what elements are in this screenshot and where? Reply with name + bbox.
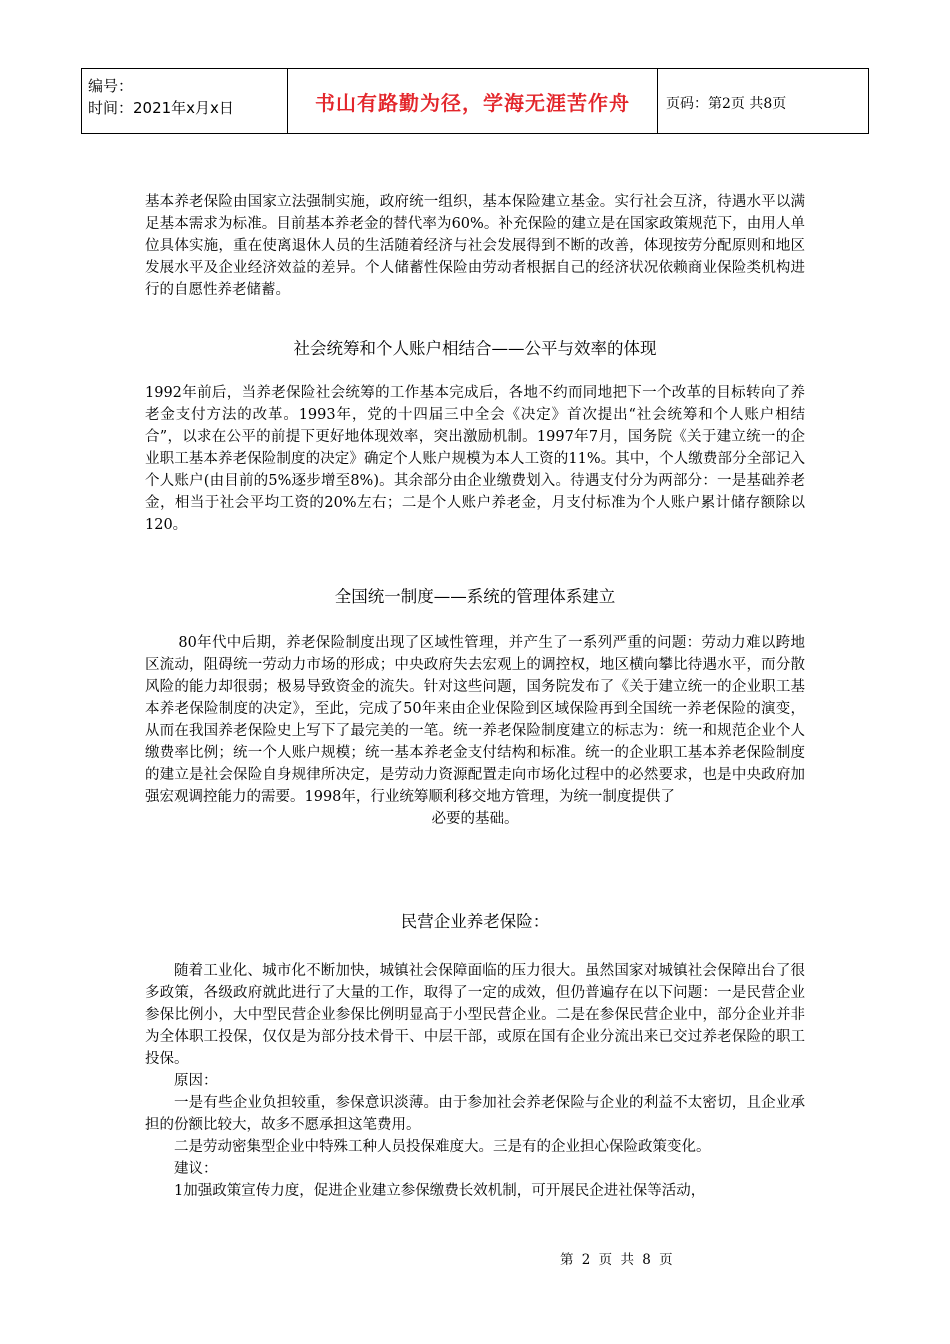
document-id-label: 编号： [88, 77, 134, 95]
paragraph: 建议： [174, 1161, 218, 1177]
paragraph: 随着工业化、城市化不断加快，城镇社会保障面临的压力很大。虽然国家对城镇社会保障出台了很多政策，各级政府就此进行了大量的工作，取得了一定的成效，但仍普遍存在以下问题：一是民营企业参保比例小，大中型民营企业参保比例明显高于小型民营企业。二是在参保民营企业中，部分企业并非为全体职工投保，仅仅是为部分技术骨干、中层干部，或原在国有企业分流出来已交过养老保险的职工投保。 [145, 963, 805, 1067]
section-heading: 社会统筹和个人账户相结合——公平与效率的体现 [293, 339, 657, 358]
paragraph: 必要的基础。 [431, 811, 519, 827]
paragraph: 基本养老保险由国家立法强制实施，政府统一组织，基本保险建立基金。实行社会互济，待遇水平以满足基本需求为标准。目前基本养老金的替代率为60%。补充保险的建立是在国家政策规范下，由用人单位具体实施，重在使离退休人员的生活随着经济与社会发展得到不断的改善，体现按劳分配原则和地区发展水平及企业经济效益的差异。个人储蓄性保险由劳动者根据自己的经济状况依赖商业保险类机构进行的自愿性养老储蓄。 [145, 194, 805, 298]
paragraph: 一是有些企业负担较重，参保意识淡薄。由于参加社会养老保险与企业的利益不太密切，且企业承担的份额比较大，故多不愿承担这笔费用。 [145, 1095, 805, 1133]
header-page-label: 页码：第2页 共8页 [658, 69, 869, 134]
section-body [145, 960, 805, 1202]
header-motto: 书山有路勤为径，学海无涯苦作舟 [288, 69, 658, 134]
paragraph: 1加强政策宣传力度，促进企业建立参保缴费长效机制，可开展民企进社保等活动， [174, 1183, 706, 1199]
section-body [145, 382, 805, 536]
paragraph: 原因： [174, 1073, 218, 1089]
document-time-label: 时间：2021年x月x日 [88, 99, 234, 117]
paragraph: 二是劳动密集型企业中特殊工种人员投保难度大。三是有的企业担心保险政策变化。 [174, 1139, 711, 1155]
paragraph: 80年代中后期，养老保险制度出现了区域性管理，并产生了一系列严重的问题：劳动力难以跨地区流动，阻碍统一劳动力市场的形成；中央政府失去宏观上的调控权，地区横向攀比待遇水平，而分散风险的能力却很弱；极易导致资金的流失。针对这些问题，国务院发布了《关于建立统一的企业职工基本养老保险制度的决定》，至此，完成了50年来由企业保险到区域保险再到全国统一养老保险的演变，从而在我国养老保险史上写下了最完美的一笔。统一养老保险制度建立的标志为：统一和规范企业个人缴费率比例；统一个人账户规模；统一基本养老金支付结构和标准。统一的企业职工基本养老保险制度的建立是社会保险自身规律所决定，是劳动力资源配置走向市场化过程中的必然要求，也是中央政府加强宏观调控能力的需要。1998年，行业统筹顺利移交地方管理，为统一制度提供了 [145, 635, 805, 805]
page-footer: 第 2 页 共 8 页 [560, 1252, 675, 1268]
paragraph: 1992年前后，当养老保险社会统筹的工作基本完成后，各地不约而同地把下一个改革的目标转向了养老金支付方法的改革。1993年，党的十四届三中全会《决定》首次提出“社会统筹和个人账户相结合”，以求在公平的前提下更好地体现效率，突出激励机制。1997年7月，国务院《关于建立统一的企业职工基本养老保险制度的决定》确定个人账户规模为本人工资的11%。其中，个人缴费部分全部记入个人账户(由目前的5%逐步增至8%)。其余部分由企业缴费划入。待遇支付分为两部分：一是基础养老金，相当于社会平均工资的20%左右；二是个人账户养老金，月支付标准为个人账户累计储存额除以120。 [145, 385, 805, 533]
section-intro [145, 191, 805, 301]
section-heading: 全国统一制度——系统的管理体系建立 [334, 587, 616, 606]
section-body [145, 632, 805, 830]
document-header [81, 68, 869, 134]
header-left-cell [82, 69, 288, 134]
section-heading: 民营企业养老保险： [400, 912, 550, 931]
